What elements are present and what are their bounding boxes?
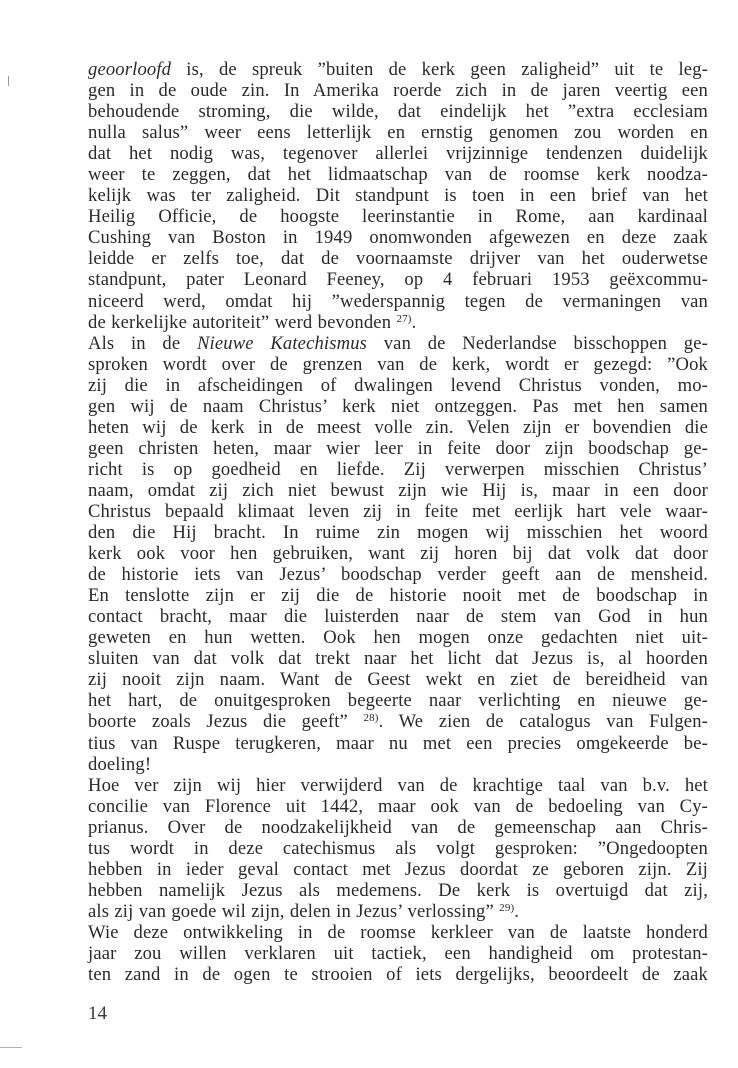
text-line bbox=[88, 838, 708, 859]
italic-title: geoorloofd bbox=[88, 59, 172, 80]
text-run: de historie iets van Jezus’ boodschap verder geeft aan de mensheid. bbox=[88, 564, 708, 586]
text-run: sluiten van dat volk dat trekt naar het licht dat Jezus is, al hoorden bbox=[88, 648, 708, 670]
text-run: als zij van goede wil zijn, delen in Jezus’ verlossing” bbox=[88, 900, 500, 922]
text-run: dat het nodig was, tegenover allerlei vrijzinnige tendenzen duidelijk bbox=[88, 143, 708, 165]
text-line bbox=[88, 396, 708, 417]
text-run: weer te zeggen, dat het lidmaatschap van de roomse kerk noodza- bbox=[88, 164, 708, 186]
text-run: concilie van Florence uit 1442, maar ook van de bedoeling van Cy- bbox=[88, 795, 708, 817]
text-run: leidde er zelfs toe, dat de voornaamste drijver van het ouderwetse bbox=[88, 248, 708, 270]
text-run: hebben in ieder geval contact met Jezus doordat ze geboren zijn. Zij bbox=[88, 858, 708, 880]
text-run: het hart, de onuitgesproken begeerte naar verlichting en nieuwe ge- bbox=[88, 690, 708, 712]
text-run: hebben namelijk Jezus als medemens. De kerk is overtuigd dat zij, bbox=[88, 879, 708, 901]
text-run: richt is op goedheid en liefde. Zij verwerpen misschien Christus’ bbox=[88, 458, 708, 480]
text-run: nulla salus” weer eens letterlijk en ernstig genomen zou worden en bbox=[88, 122, 708, 144]
text-run: is, de spreuk ”buiten de kerk geen zaligheid” uit te leg- bbox=[171, 59, 708, 80]
text-line bbox=[88, 669, 708, 690]
text-line bbox=[88, 480, 708, 501]
text-run: kerk ook voor hen gebruiken, want zij horen bij dat volk dat door bbox=[88, 543, 708, 565]
text-line bbox=[88, 269, 708, 290]
text-run: ten zand in de ogen te strooien of iets dergelijks, beoordeelt de zaak bbox=[88, 964, 708, 986]
text-run: Hoe ver zijn wij hier verwijderd van de krachtige taal van b.v. het bbox=[88, 774, 708, 796]
text-run: jaar zou willen verklaren uit tactiek, een handigheid om protestan- bbox=[88, 942, 708, 964]
text-line bbox=[88, 80, 708, 101]
text-line bbox=[88, 690, 708, 711]
text-line bbox=[88, 501, 708, 522]
text-run: van de Nederlandse bisschoppen ge- bbox=[367, 332, 708, 354]
text-run: naam, omdat zij zich niet bewust zijn wie Hij is, maar in een door bbox=[88, 479, 708, 501]
text-run: tus wordt in deze catechismus als volgt gesproken: ”Ongedoopten bbox=[88, 837, 708, 859]
body-text bbox=[88, 59, 708, 985]
footnote-ref: 27) bbox=[396, 312, 412, 325]
text-line bbox=[88, 733, 708, 754]
text-line bbox=[88, 796, 708, 817]
text-run: kelijk was ter zaligheid. Dit standpunt is toen in een brief van het bbox=[88, 185, 708, 207]
text-line bbox=[88, 901, 708, 922]
text-run: Heilig Officie, de hoogste leerinstantie in Rome, aan kardinaal bbox=[88, 206, 708, 228]
text-line bbox=[88, 922, 708, 943]
text-line bbox=[88, 227, 708, 248]
text-line bbox=[88, 943, 708, 964]
italic-title: Nieuwe Katechismus bbox=[196, 332, 368, 354]
text-line bbox=[88, 711, 708, 732]
text-run: zij nooit zijn naam. Want de Geest wekt en ziet de bereidheid van bbox=[88, 669, 708, 691]
text-run: Cushing van Boston in 1949 onomwonden afgewezen en deze zaak bbox=[88, 227, 708, 249]
text-run: prianus. Over de noodzakelijkheid van de gemeenschap aan Chris- bbox=[88, 816, 708, 838]
text-line bbox=[88, 543, 708, 564]
text-run: heten wij de kerk in de meest volle zin. Velen zijn er bovendien die bbox=[88, 416, 708, 438]
text-line bbox=[88, 880, 708, 901]
text-line bbox=[88, 648, 708, 669]
text-line bbox=[88, 375, 708, 396]
text-line bbox=[88, 964, 708, 985]
text-run: den die Hij bracht. In ruime zin mogen wij misschien het woord bbox=[88, 522, 708, 544]
text-line bbox=[88, 206, 708, 227]
text-line bbox=[88, 585, 708, 606]
text-line bbox=[88, 59, 708, 80]
text-line bbox=[88, 143, 708, 164]
text-line bbox=[88, 522, 708, 543]
footnote-ref: 28) bbox=[363, 712, 379, 725]
text-line bbox=[88, 333, 708, 354]
text-line bbox=[88, 417, 708, 438]
text-run: sproken wordt over de grenzen van de kerk, wordt er gezegd: ”Ook bbox=[88, 353, 708, 375]
text-run: tius van Ruspe terugkeren, maar nu met een precies omgekeerde be- bbox=[88, 732, 708, 754]
text-run: behoudende stroming, die wilde, dat eindelijk het ”extra ecclesiam bbox=[88, 101, 708, 123]
text-line bbox=[88, 354, 708, 375]
text-line bbox=[88, 101, 708, 122]
text-run: geweten en hun wetten. Ook hen mogen onze gedachten niet uit- bbox=[88, 627, 708, 649]
margin-scan-mark bbox=[8, 76, 9, 86]
text-run: standpunt, pater Leonard Feeney, op 4 februari 1953 geëxcommu- bbox=[88, 269, 708, 291]
text-run: Christus bepaald klimaat leven zij in feite met eerlijk hart vele waar- bbox=[88, 500, 708, 522]
corner-scan-mark bbox=[0, 1047, 22, 1048]
text-run: contact bracht, maar die luisterden naar de stem van God in hun bbox=[88, 606, 708, 628]
text-run: geen christen heten, maar wier leer in feite door zijn boodschap ge- bbox=[88, 437, 708, 459]
text-line bbox=[88, 606, 708, 627]
text-run: de kerkelijke autoriteit” werd bevonden bbox=[88, 311, 397, 333]
text-run: Wie deze ontwikkeling in de roomse kerkleer van de laatste honderd bbox=[88, 921, 708, 943]
text-run: doeling! bbox=[88, 753, 152, 775]
text-run: gen wij de naam Christus’ kerk niet ontzeggen. Pas met hen samen bbox=[88, 395, 708, 417]
text-line bbox=[88, 775, 708, 796]
footnote-ref: 29) bbox=[499, 901, 515, 914]
text-line bbox=[88, 185, 708, 206]
text-line bbox=[88, 817, 708, 838]
text-run: . We zien de catalogus van Fulgen- bbox=[378, 711, 708, 733]
text-run: niceerd werd, omdat hij ”wederspannig tegen de vermaningen van bbox=[88, 290, 708, 312]
text-run: boorte zoals Jezus die geeft” bbox=[88, 711, 364, 733]
text-run: zij die in afscheidingen of dwalingen levend Christus vonden, mo- bbox=[88, 374, 708, 396]
text-line bbox=[88, 859, 708, 880]
text-line bbox=[88, 291, 708, 312]
text-run: . bbox=[514, 900, 520, 922]
text-line bbox=[88, 438, 708, 459]
text-run: En tenslotte zijn er zij die de historie nooit met de boodschap in bbox=[88, 585, 708, 607]
text-line bbox=[88, 754, 708, 775]
text-line bbox=[88, 248, 708, 269]
text-run: gen in de oude zin. In Amerika roerde zich in de jaren veertig een bbox=[88, 80, 708, 102]
text-line bbox=[88, 312, 708, 333]
text-line bbox=[88, 459, 708, 480]
text-line bbox=[88, 564, 708, 585]
page-number: 14 bbox=[88, 1003, 107, 1024]
text-run: . bbox=[411, 311, 417, 333]
text-line bbox=[88, 627, 708, 648]
text-run: Als in de bbox=[88, 332, 197, 354]
text-line bbox=[88, 164, 708, 185]
text-line bbox=[88, 122, 708, 143]
